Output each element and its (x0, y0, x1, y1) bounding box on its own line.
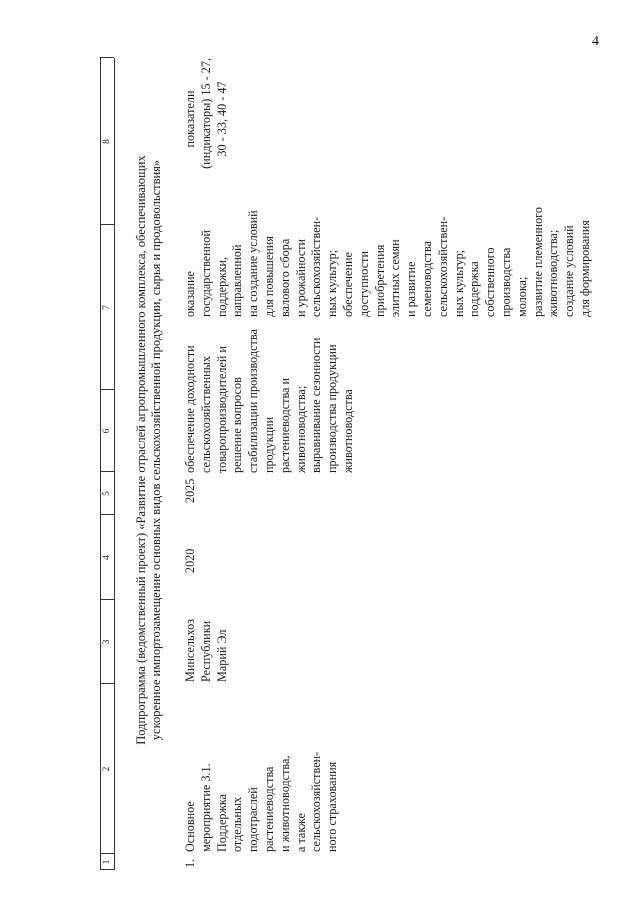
indicators-line: показатели (183, 90, 197, 148)
activity-line: и развитие (404, 261, 419, 317)
event-name-line: Основное (183, 801, 197, 852)
rotated-table-sheet (100, 40, 620, 870)
activity-line: создание условий (562, 225, 577, 317)
activity-line: собственного (483, 247, 498, 317)
activity-line: животноводства; (546, 229, 561, 317)
header-bottom-border (114, 58, 115, 870)
end-year: 2025 (183, 478, 197, 503)
activity-line: сельскохозяйствен- (309, 216, 324, 317)
event-name-line: ного страхования (325, 761, 340, 852)
expected-result-line: решение вопросов (230, 377, 245, 473)
column-number-6: 6 (102, 428, 112, 434)
executor-cell (183, 619, 230, 682)
column-number-8: 8 (102, 139, 112, 144)
activity-line: государственной (198, 230, 213, 317)
subprogram-title-line: ускоренное импортозамещение основных видов сельскохозяйственной продукции, сырья и продовольствия» (149, 159, 163, 741)
activity-line: для повышения (261, 236, 276, 317)
event-name-cell (183, 744, 341, 852)
expected-result-line: производства продукции (325, 344, 340, 473)
activity-line: обеспечение (340, 252, 355, 317)
activity-line: поддержки, (214, 256, 229, 317)
activity-line: поддержка (467, 261, 482, 317)
event-name-line: сельскохозяйствен- (309, 751, 324, 852)
subprogram-title-line: Подпрограмма (ведомственный проект) «Развитие отраслей агропромышленного комплекса, обеспечивающих (134, 155, 148, 745)
start-year: 2020 (183, 548, 197, 573)
activity-line: для формирования (577, 220, 592, 317)
activity-line: молока; (514, 276, 529, 317)
activity-line: и урожайности (293, 238, 308, 317)
activity-cell (183, 207, 594, 317)
expected-result-line: растениеводства и (277, 377, 292, 473)
activity-line: приобретения (372, 244, 387, 317)
column-number-2: 2 (102, 766, 112, 772)
executor-line: Минсельхоз (183, 618, 197, 682)
executor-line: Марий Эл (214, 629, 229, 682)
activity-line: производства (498, 247, 513, 317)
event-name-line: и животноводства, (277, 755, 292, 852)
activity-line: семеноводства (419, 240, 434, 317)
activity-line: валового сбора (277, 238, 292, 317)
indicators-line: (индикаторы) 15 - 27, (198, 58, 213, 169)
expected-result-line: животноводства; (293, 385, 308, 473)
column-number-5: 5 (102, 491, 112, 496)
event-name-line: а также (293, 813, 308, 852)
column-number-1: 1 (102, 859, 112, 865)
page-number: 4 (592, 34, 599, 49)
event-name-line: мероприятие 3.1. (198, 763, 213, 852)
event-name-line: подотраслей (246, 787, 261, 852)
expected-result-line: обеспечение доходности (183, 345, 197, 473)
expected-result-line: продукции (261, 416, 276, 473)
activity-line: развитие племенного (530, 207, 545, 317)
activity-line: элитных семян (388, 239, 403, 317)
activity-line: на создание условий (246, 210, 261, 317)
event-name-line: Поддержка (214, 793, 229, 852)
indicators-line: 30 - 33, 40 - 47 (214, 81, 229, 157)
expected-result-line: выравнивание сезонности (309, 337, 324, 473)
activity-line: сельскохозяйствен- (435, 216, 450, 317)
expected-result-line: товаропроизводителей и (214, 346, 229, 473)
expected-result-line: животноводства (340, 389, 355, 473)
activity-line: ных культур; (325, 249, 340, 317)
row-number: 1. (183, 858, 197, 868)
expected-result-cell (183, 323, 357, 473)
subprogram-title (134, 60, 164, 840)
indicators-cell (183, 58, 230, 180)
activity-line: ных культур; (451, 249, 466, 317)
column-number-7: 7 (102, 305, 112, 310)
event-name-line: отдельных (230, 796, 245, 852)
activity-line: доступности (356, 251, 371, 317)
executor-line: Республики (198, 620, 213, 682)
column-number-4: 4 (102, 555, 112, 560)
event-name-line: растениеводства (261, 766, 276, 852)
column-number-3: 3 (102, 639, 112, 645)
activity-line: направленной (230, 244, 245, 317)
expected-result-line: сельскохозяйственных (198, 356, 213, 473)
activity-line: оказание (183, 271, 197, 317)
expected-result-line: стабилизации производства (246, 329, 261, 473)
